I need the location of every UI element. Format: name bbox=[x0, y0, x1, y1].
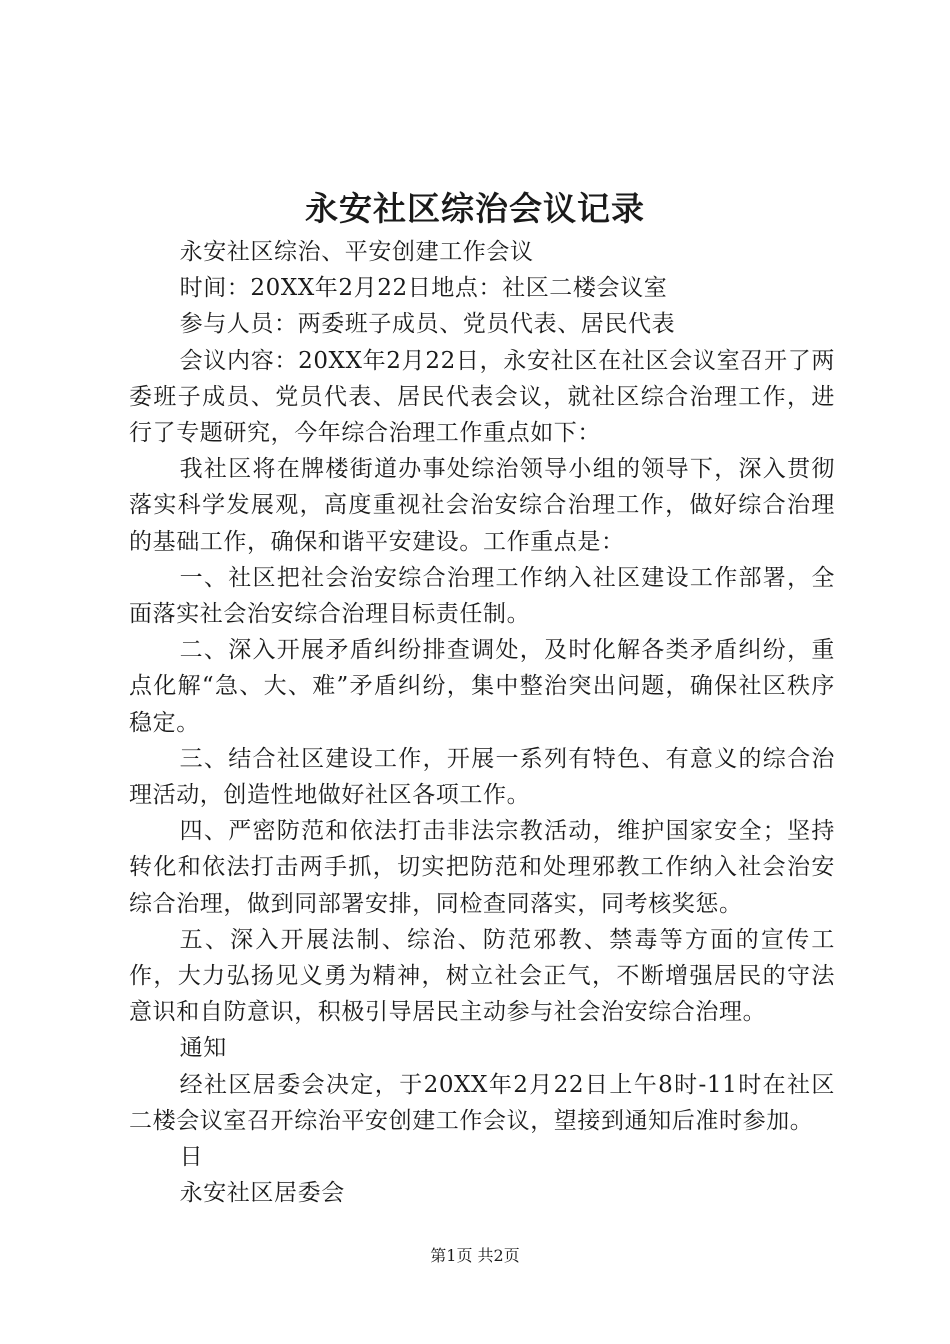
meeting-content: 会议内容：20XX年2月22日，永安社区在社区会议室召开了两委班子成员、党员代表、居民代表会议，就社区综合治理工作，进行了专题研究，今年综合治理工作重点如下： bbox=[129, 347, 835, 447]
paragraph-point-1: 一、社区把社会治安综合治理工作纳入社区建设工作部署，全面落实社会治安综合治理目标责任制。 bbox=[129, 564, 835, 628]
notice-text: 经社区居委会决定，于20XX年2月22日上午8时-11时在社区二楼会议室召开综治平安创建工作会议，望接到通知后准时参加。 bbox=[129, 1071, 835, 1134]
paragraph-point-4: 四、严密防范和依法打击非法宗教活动，维护国家安全；坚持转化和依法打击两手抓，切实把防范和处理邪教工作纳入社会治安综合治理，做到同部署安排，同检查同落实，同考核奖惩。 bbox=[129, 818, 835, 917]
paragraph-point-5: 五、深入开展法制、综治、防范邪教、禁毒等方面的宣传工作，大力弘扬见义勇为精神，树立社会正气，不断增强居民的守法意识和自防意识，积极引导居民主动参与社会治安综合治理。 bbox=[129, 926, 835, 1026]
document-title: 永安社区综治会议记录 bbox=[305, 189, 645, 228]
meeting-time-place: 时间：20XX年2月22日地点：社区二楼会议室 bbox=[179, 275, 668, 302]
date-line: 日 bbox=[179, 1144, 204, 1171]
document-body bbox=[129, 234, 835, 1211]
notice-heading: 通知 bbox=[179, 1035, 227, 1062]
page-footer: 第1页 共2页 bbox=[430, 1246, 520, 1265]
paragraph-point-3: 三、结合社区建设工作，开展一系列有特色、有意义的综合治理活动，创造性地做好社区各项工作。 bbox=[129, 745, 835, 809]
signature-line: 永安社区居委会 bbox=[179, 1180, 345, 1207]
paragraph-guidance: 我社区将在牌楼街道办事处综治领导小组的领导下，深入贯彻落实科学发展观，高度重视社会治安综合治理工作，做好综合治理的基础工作，确保和谐平安建设。工作重点是： bbox=[129, 456, 835, 555]
meeting-attendees: 参与人员：两委班子成员、党员代表、居民代表 bbox=[179, 311, 676, 338]
paragraph-point-2: 二、深入开展矛盾纠纷排查调处，及时化解各类矛盾纠纷，重点化解“急、大、难”矛盾纠纷，集中整治突出问题，确保社区秩序稳定。 bbox=[129, 637, 835, 736]
meeting-name: 永安社区综治、平安创建工作会议 bbox=[179, 239, 534, 265]
